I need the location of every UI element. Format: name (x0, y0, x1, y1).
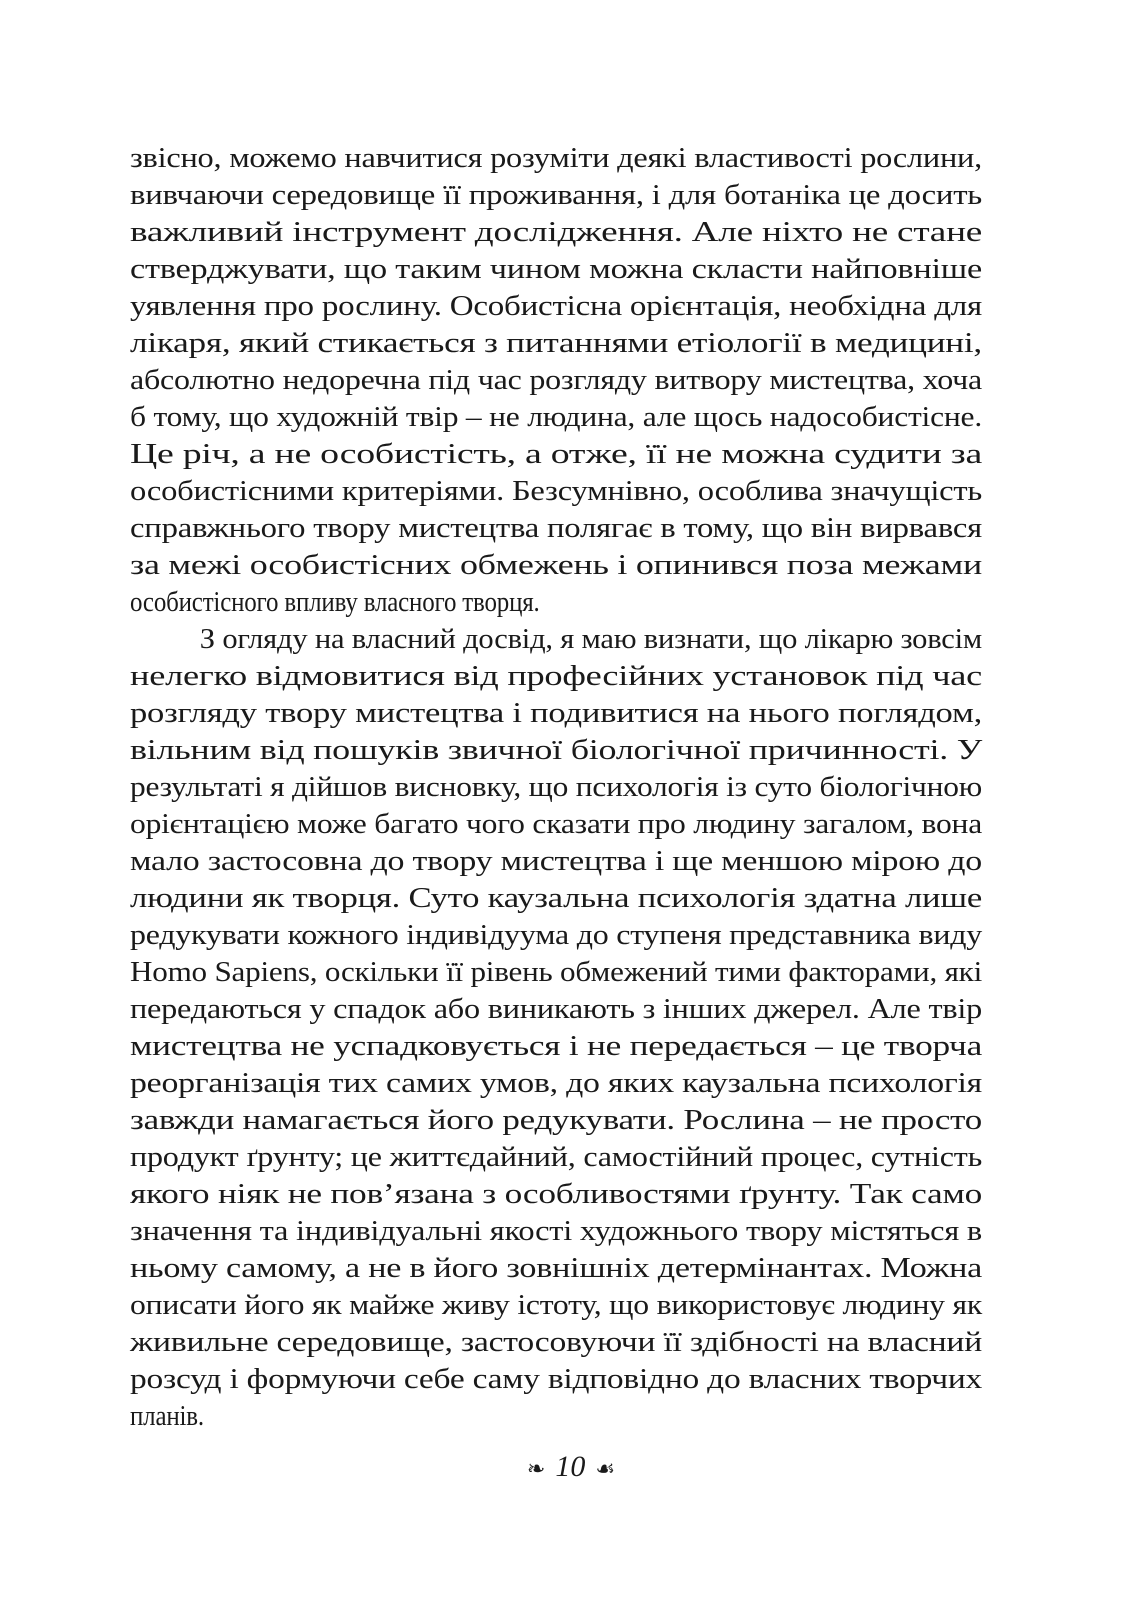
text-line: нелегко відмовитися від професійних установок під час (130, 660, 982, 692)
text-line: значення та індивідуальні якості художнього твору містяться в (130, 1215, 982, 1247)
text-line: стверджувати, що таким чином можна скласти найповніше (130, 253, 982, 285)
text-line: результаті я дійшов висновку, що психологія із суто біологічною (130, 771, 982, 803)
text-line: розсуд і формуючи себе саму відповідно до власних творчих (130, 1363, 982, 1395)
text-line: лікаря, який стикається з питаннями етіології в медицині, (130, 327, 982, 359)
text-line: людини як творця. Суто каузальна психологія здатна лише (130, 882, 982, 914)
text-line: продукт ґрунту; це життєдайний, самостійний процес, сутність (130, 1141, 983, 1173)
text-line: розгляду твору мистецтва і подивитися на нього поглядом, (130, 697, 982, 729)
text-line: вільним від пошуків звичної біологічної причинності. У (130, 734, 982, 766)
text-line: важливий інструмент дослідження. Але ніхто не стане (130, 216, 983, 248)
paragraph-end-line: планів. (130, 1400, 204, 1432)
text-line: редукувати кожного індивідуума до ступеня представника виду (130, 919, 983, 951)
text-line: уявлення про рослину. Особистісна орієнтація, необхідна для (130, 290, 982, 322)
text-line: Це річ, а не особистість, а отже, її не можна судити за (130, 438, 982, 470)
paragraph-start-line: З огляду на власний досвід, я маю визнати, що лікарю зовсім (199, 623, 983, 655)
text-line: за межі особистісних обмежень і опинився поза межами (130, 549, 982, 581)
text-line: описати його як майже живу істоту, що використовує людину як (130, 1289, 983, 1321)
text-line: орієнтацією може багато чого сказати про людину загалом, вона (130, 808, 982, 840)
text-line: Homo Sapiens, оскільки її рівень обмежений тими факторами, які (130, 956, 983, 988)
text-line: мистецтва не успадковується і не передається – це творча (130, 1030, 982, 1062)
text-line: справжнього твору мистецтва полягає в тому, що він вирвався (130, 512, 982, 544)
text-line: передаються у спадок або виникають з інших джерел. Але твір (130, 993, 983, 1025)
text-line: б тому, що художній твір – не людина, але щось надособистісне. (130, 401, 982, 433)
page-footer (0, 1450, 1142, 1484)
text-line: мало застосовна до твору мистецтва і ще меншою мірою до (130, 845, 982, 877)
text-line: звісно, можемо навчитися розуміти деякі властивості рослини, (130, 142, 982, 174)
text-line: завжди намагається його редукувати. Рослина – не просто (130, 1104, 982, 1136)
text-line: особистісними критеріями. Безсумнівно, особлива значущість (130, 475, 982, 507)
document-body (130, 140, 982, 1435)
text-line: абсолютно недоречна під час розгляду витвору мистецтва, хоча (130, 364, 983, 396)
text-line: вивчаючи середовище її проживання, і для ботаніка це досить (130, 179, 983, 211)
paragraph-end-line: особистісного впливу власного творця. (130, 586, 540, 618)
fleuron-right-icon: ☙ (595, 1456, 616, 1482)
page-number: 10 (555, 1450, 586, 1483)
text-line: реорганізація тих самих умов, до яких каузальна психологія (130, 1067, 982, 1099)
text-line: якого ніяк не пов’язана з особливостями ґрунту. Так само (130, 1178, 982, 1210)
text-line: ньому самому, а не в його зовнішніх детермінантах. Можна (130, 1252, 983, 1284)
fleuron-left-icon: ❧ (526, 1456, 546, 1482)
text-line: живильне середовище, застосовуючи її здібності на власний (130, 1326, 982, 1358)
